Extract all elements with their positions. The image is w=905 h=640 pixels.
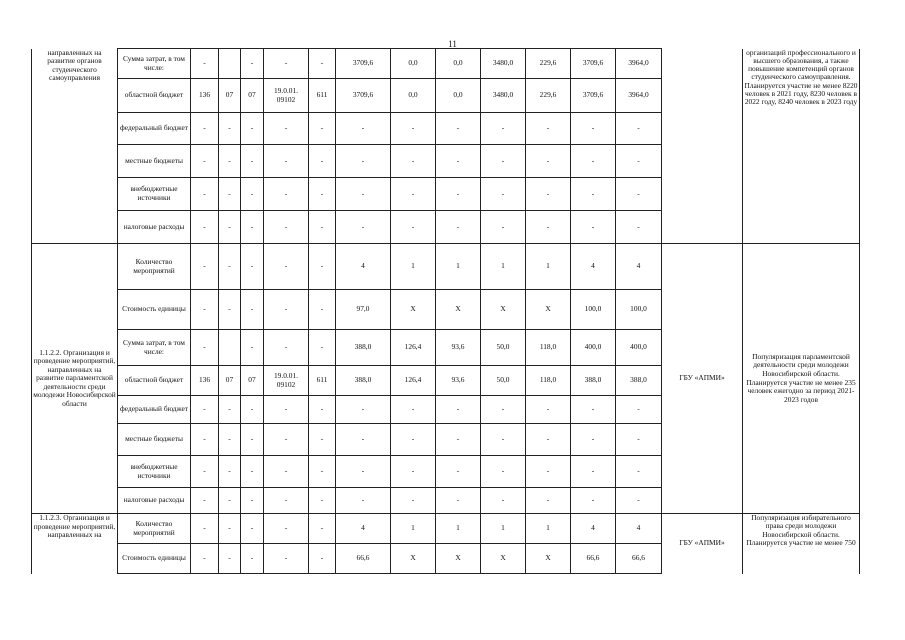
csr-code-cell: - (264, 49, 309, 79)
value-cell: 229,6 (526, 79, 571, 113)
value-cell: - (526, 113, 571, 145)
value-cell: - (526, 456, 571, 488)
value-cell: 1 (391, 244, 436, 290)
pr-code-cell: - (241, 330, 264, 366)
vr-code-cell: - (309, 456, 336, 488)
value-cell: - (336, 145, 391, 178)
activity-name-cell: 1.1.2.2. Организация и проведение мероприятий, направленных на развитие парламентской деятельности среди молодежи Новосибирской области (32, 244, 118, 514)
vr-code-cell: - (309, 488, 336, 514)
rz-code-cell: - (219, 244, 241, 290)
pr-code-cell: - (241, 49, 264, 79)
value-cell: - (336, 396, 391, 424)
value-cell: 126,4 (391, 366, 436, 396)
grbs-code-cell: - (191, 396, 219, 424)
pr-code-cell: 07 (241, 79, 264, 113)
table-row (32, 49, 860, 79)
value-cell: - (571, 178, 616, 211)
vr-code-cell: - (309, 330, 336, 366)
value-cell: 400,0 (571, 330, 616, 366)
vr-code-cell: - (309, 514, 336, 544)
value-cell: X (526, 290, 571, 330)
grbs-code-cell: - (191, 244, 219, 290)
csr-code-cell: 19.0.01. 09102 (264, 79, 309, 113)
value-cell: - (616, 113, 662, 145)
value-cell: - (436, 145, 481, 178)
value-cell: 0,0 (391, 79, 436, 113)
value-cell: 1 (481, 514, 526, 544)
value-cell: - (336, 424, 391, 456)
value-cell: X (436, 290, 481, 330)
value-cell: 1 (436, 514, 481, 544)
value-cell: 66,6 (571, 544, 616, 574)
value-cell: - (526, 178, 571, 211)
grbs-code-cell: - (191, 514, 219, 544)
value-cell: - (391, 396, 436, 424)
value-cell: - (481, 145, 526, 178)
csr-code-cell: 19.0.01. 09102 (264, 366, 309, 396)
value-cell: 93,6 (436, 330, 481, 366)
rz-code-cell: - (219, 211, 241, 244)
grbs-code-cell: - (191, 456, 219, 488)
vr-code-cell: - (309, 244, 336, 290)
value-cell: X (526, 544, 571, 574)
value-cell: 100,0 (571, 290, 616, 330)
rz-code-cell: - (219, 456, 241, 488)
value-cell: - (436, 113, 481, 145)
value-cell: 4 (336, 514, 391, 544)
value-cell: 1 (526, 244, 571, 290)
value-cell: - (616, 456, 662, 488)
vr-code-cell: - (309, 424, 336, 456)
rz-code-cell: - (219, 424, 241, 456)
value-cell: 388,0 (336, 366, 391, 396)
value-cell: 50,0 (481, 330, 526, 366)
value-cell: - (391, 488, 436, 514)
rz-code-cell: 07 (219, 366, 241, 396)
value-cell: 118,0 (526, 366, 571, 396)
value-cell: - (616, 488, 662, 514)
activity-name-cell: направленных на развитие органов студенческого самоуправления (32, 49, 118, 244)
grbs-code-cell: - (191, 113, 219, 145)
value-cell: - (391, 145, 436, 178)
rz-code-cell: - (219, 488, 241, 514)
csr-code-cell: - (264, 145, 309, 178)
indicator-cell: областной бюджет (118, 366, 191, 396)
value-cell: - (526, 211, 571, 244)
value-cell: - (436, 211, 481, 244)
csr-code-cell: - (264, 456, 309, 488)
pr-code-cell: - (241, 396, 264, 424)
value-cell: 66,6 (336, 544, 391, 574)
vr-code-cell: - (309, 211, 336, 244)
value-cell: - (481, 178, 526, 211)
value-cell: - (391, 113, 436, 145)
value-cell: - (436, 396, 481, 424)
indicator-cell: Сумма затрат, в том числе: (118, 49, 191, 79)
value-cell: 3480,0 (481, 79, 526, 113)
value-cell: - (571, 488, 616, 514)
value-cell: 3964,0 (616, 49, 662, 79)
rz-code-cell: - (219, 396, 241, 424)
vr-code-cell: - (309, 145, 336, 178)
vr-code-cell: - (309, 396, 336, 424)
grbs-code-cell: 136 (191, 79, 219, 113)
value-cell: - (336, 488, 391, 514)
activity-name-cell: 1.1.2.3. Организация и проведение мероприятий, направленных на (32, 514, 118, 574)
value-cell: - (571, 113, 616, 145)
value-cell: 1 (436, 244, 481, 290)
indicator-cell: областной бюджет (118, 79, 191, 113)
value-cell: - (336, 178, 391, 211)
indicator-cell: федеральный бюджет (118, 113, 191, 145)
value-cell: 97,0 (336, 290, 391, 330)
value-cell: - (481, 211, 526, 244)
page-number: 11 (448, 39, 457, 49)
grbs-code-cell: 136 (191, 366, 219, 396)
value-cell: 118,0 (526, 330, 571, 366)
value-cell: - (571, 211, 616, 244)
table-row (32, 244, 860, 290)
csr-code-cell: - (264, 290, 309, 330)
rz-code-cell: - (219, 514, 241, 544)
value-cell: 3964,0 (616, 79, 662, 113)
indicator-cell: Сумма затрат, в том числе: (118, 330, 191, 366)
value-cell: - (571, 396, 616, 424)
value-cell: - (391, 424, 436, 456)
value-cell: 3709,6 (571, 79, 616, 113)
value-cell: 3709,6 (571, 49, 616, 79)
rz-code-cell: - (219, 544, 241, 574)
vr-code-cell: - (309, 49, 336, 79)
value-cell: 3709,6 (336, 79, 391, 113)
value-cell: - (436, 178, 481, 211)
value-cell: 388,0 (571, 366, 616, 396)
indicator-cell: местные бюджеты (118, 424, 191, 456)
value-cell: - (391, 456, 436, 488)
value-cell: X (481, 544, 526, 574)
vr-code-cell: - (309, 544, 336, 574)
value-cell: - (391, 211, 436, 244)
indicator-cell: федеральный бюджет (118, 396, 191, 424)
grbs-code-cell: - (191, 211, 219, 244)
value-cell: - (481, 424, 526, 456)
value-cell: - (436, 424, 481, 456)
rz-code-cell: - (219, 290, 241, 330)
executor-cell (662, 49, 743, 244)
indicator-cell: внебюджетные источники (118, 178, 191, 211)
value-cell: 1 (526, 514, 571, 544)
value-cell: 0,0 (436, 79, 481, 113)
csr-code-cell: - (264, 211, 309, 244)
vr-code-cell: 611 (309, 79, 336, 113)
value-cell: - (616, 424, 662, 456)
grbs-code-cell: - (191, 49, 219, 79)
pr-code-cell: - (241, 178, 264, 211)
value-cell: - (336, 211, 391, 244)
csr-code-cell: - (264, 113, 309, 145)
pr-code-cell: - (241, 514, 264, 544)
expected-result-cell: Популяризация избирательного права среди молодежи Новосибирской области. Планируется участие не менее 750 (743, 514, 860, 574)
value-cell: - (616, 145, 662, 178)
value-cell: - (526, 396, 571, 424)
value-cell: 0,0 (436, 49, 481, 79)
value-cell: 0,0 (391, 49, 436, 79)
rz-code-cell: 07 (219, 79, 241, 113)
vr-code-cell: - (309, 290, 336, 330)
value-cell: 126,4 (391, 330, 436, 366)
value-cell: - (391, 178, 436, 211)
csr-code-cell: - (264, 544, 309, 574)
value-cell: - (571, 456, 616, 488)
budget-table (31, 48, 860, 574)
pr-code-cell: - (241, 211, 264, 244)
rz-code-cell: - (219, 113, 241, 145)
indicator-cell: налоговые расходы (118, 488, 191, 514)
executor-cell: ГБУ «АПМИ» (662, 514, 743, 574)
value-cell: 4 (616, 514, 662, 544)
value-cell: 4 (336, 244, 391, 290)
value-cell: - (526, 424, 571, 456)
value-cell: X (436, 544, 481, 574)
value-cell: X (481, 290, 526, 330)
value-cell: X (391, 544, 436, 574)
csr-code-cell: - (264, 330, 309, 366)
value-cell: - (481, 456, 526, 488)
value-cell: - (481, 488, 526, 514)
value-cell: - (436, 488, 481, 514)
pr-code-cell: - (241, 424, 264, 456)
csr-code-cell: - (264, 178, 309, 211)
value-cell: - (571, 145, 616, 178)
value-cell: 1 (391, 514, 436, 544)
grbs-code-cell: - (191, 488, 219, 514)
rz-code-cell: - (219, 145, 241, 178)
value-cell: 229,6 (526, 49, 571, 79)
value-cell: - (526, 145, 571, 178)
pr-code-cell: - (241, 544, 264, 574)
value-cell: - (436, 456, 481, 488)
vr-code-cell: - (309, 178, 336, 211)
indicator-cell: налоговые расходы (118, 211, 191, 244)
expected-result-cell: Популяризация парламентской деятельности среди молодежи Новосибирской области. Планируется участие не менее 235 человек ежегодно за период 2021-2023 годов (743, 244, 860, 514)
table-row (32, 514, 860, 544)
grbs-code-cell: - (191, 145, 219, 178)
value-cell: - (616, 211, 662, 244)
rz-code-cell: - (219, 178, 241, 211)
value-cell: 4 (571, 514, 616, 544)
indicator-cell: местные бюджеты (118, 145, 191, 178)
value-cell: 1 (481, 244, 526, 290)
value-cell: 388,0 (336, 330, 391, 366)
indicator-cell: внебюджетные источники (118, 456, 191, 488)
rz-code-cell (219, 49, 241, 79)
pr-code-cell: - (241, 145, 264, 178)
value-cell: 400,0 (616, 330, 662, 366)
value-cell: 93,6 (436, 366, 481, 396)
indicator-cell: Количество мероприятий (118, 244, 191, 290)
value-cell: - (481, 113, 526, 145)
indicator-cell: Количество мероприятий (118, 514, 191, 544)
csr-code-cell: - (264, 488, 309, 514)
grbs-code-cell: - (191, 544, 219, 574)
grbs-code-cell: - (191, 424, 219, 456)
value-cell: - (616, 178, 662, 211)
grbs-code-cell: - (191, 290, 219, 330)
value-cell: 4 (571, 244, 616, 290)
value-cell: X (391, 290, 436, 330)
indicator-cell: Стоимость единицы (118, 290, 191, 330)
csr-code-cell: - (264, 396, 309, 424)
csr-code-cell: - (264, 244, 309, 290)
csr-code-cell: - (264, 424, 309, 456)
csr-code-cell: - (264, 514, 309, 544)
indicator-cell: Стоимость единицы (118, 544, 191, 574)
value-cell: 3709,6 (336, 49, 391, 79)
value-cell: - (526, 488, 571, 514)
value-cell: 4 (616, 244, 662, 290)
vr-code-cell: - (309, 113, 336, 145)
pr-code-cell: - (241, 456, 264, 488)
pr-code-cell: - (241, 244, 264, 290)
pr-code-cell: - (241, 488, 264, 514)
value-cell: - (336, 456, 391, 488)
value-cell: 66,6 (616, 544, 662, 574)
value-cell: - (336, 113, 391, 145)
value-cell: 100,0 (616, 290, 662, 330)
grbs-code-cell: - (191, 178, 219, 211)
vr-code-cell: 611 (309, 366, 336, 396)
pr-code-cell: - (241, 290, 264, 330)
pr-code-cell: 07 (241, 366, 264, 396)
expected-result-cell: организаций профессионального и высшего образования, а также повышение компетенций органов студенческого самоуправления. Планируется участие не менее 8220 человек в 2021 году, 8230 человек в 2022 году, 8240 человек в 2023 году (743, 49, 860, 244)
value-cell: - (571, 424, 616, 456)
grbs-code-cell: - (191, 330, 219, 366)
executor-cell: ГБУ «АПМИ» (662, 244, 743, 514)
value-cell: 50,0 (481, 366, 526, 396)
value-cell: 3480,0 (481, 49, 526, 79)
value-cell: - (481, 396, 526, 424)
value-cell: 388,0 (616, 366, 662, 396)
rz-code-cell (219, 330, 241, 366)
pr-code-cell: - (241, 113, 264, 145)
value-cell: - (616, 396, 662, 424)
